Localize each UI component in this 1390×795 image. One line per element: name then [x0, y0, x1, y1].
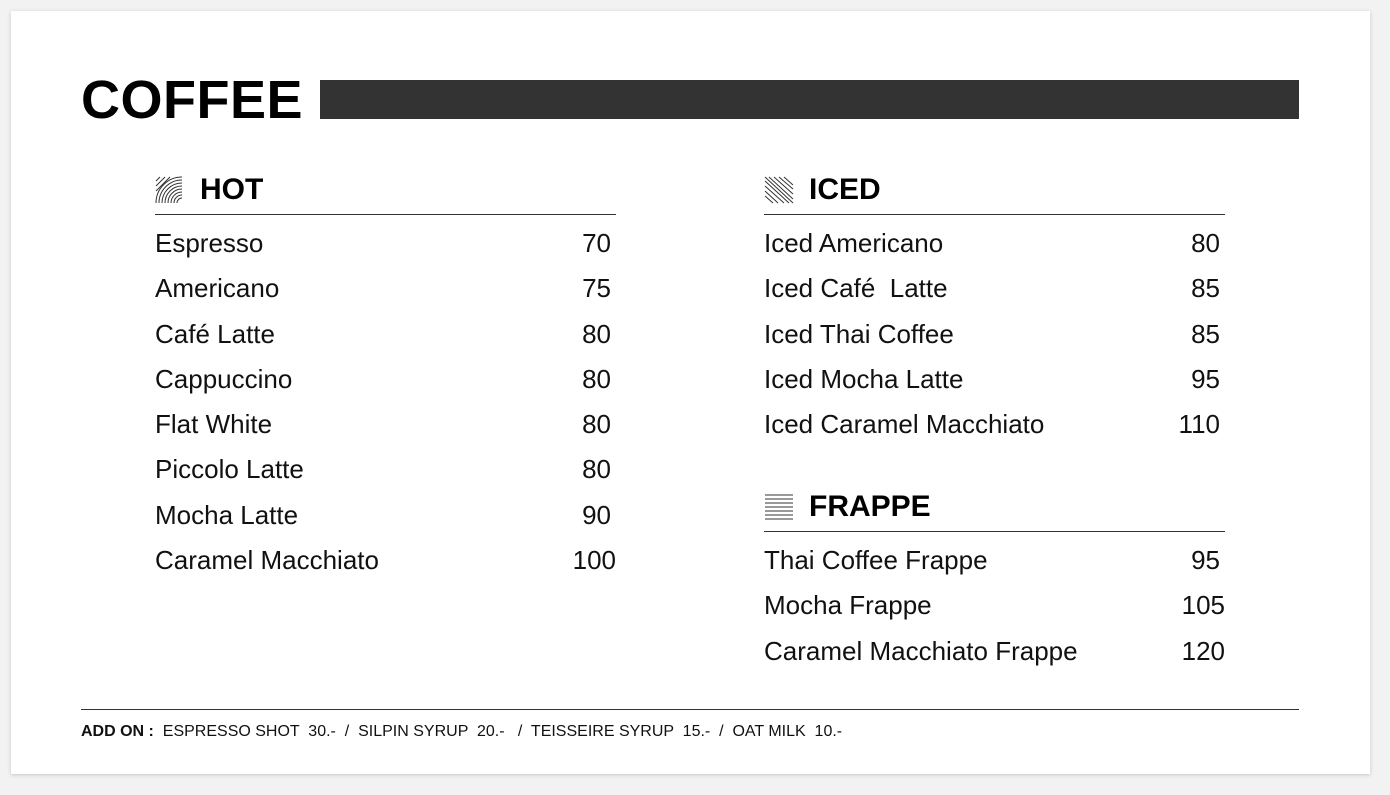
page-title: COFFEE — [81, 70, 304, 130]
item-list-iced — [764, 215, 1225, 441]
item-price: 80 — [582, 454, 611, 485]
item-price: 95 — [1191, 363, 1220, 394]
item-name: Iced Americano — [764, 228, 944, 258]
item-list-frappe — [764, 532, 1225, 668]
item-price: 120 — [1181, 635, 1225, 666]
item-list-hot — [155, 215, 616, 577]
section-header-iced — [764, 174, 1225, 215]
item-name: Iced Mocha Latte — [764, 363, 964, 394]
item-name: Caramel Macchiato Frappe — [764, 635, 1078, 666]
item-name: Thai Coffee Frappe — [764, 545, 988, 575]
item-name: Iced Café Latte — [764, 273, 948, 304]
footer-divider — [81, 709, 1299, 710]
menu-item — [155, 215, 616, 260]
item-price: 80 — [582, 363, 611, 394]
item-price: 70 — [582, 228, 611, 258]
section-title-iced: ICED — [809, 173, 881, 206]
item-price: 80 — [582, 318, 611, 349]
item-price: 85 — [1191, 273, 1220, 304]
item-price: 90 — [582, 499, 611, 530]
item-price: 80 — [582, 409, 611, 440]
menu-item — [764, 351, 1225, 396]
menu-item — [764, 396, 1225, 441]
item-name: Iced Thai Coffee — [764, 318, 954, 349]
section-header-frappe — [764, 491, 1225, 532]
item-name: Americano — [155, 273, 280, 304]
menu-item — [764, 577, 1225, 622]
item-price: 80 — [1191, 228, 1220, 258]
item-name: Mocha Latte — [155, 499, 299, 530]
item-name: Café Latte — [155, 318, 275, 349]
menu-item — [764, 260, 1225, 305]
add-on-label: ADD ON : — [81, 723, 154, 740]
item-name: Piccolo Latte — [155, 454, 304, 485]
item-name: Caramel Macchiato — [155, 545, 379, 576]
title-bar — [320, 80, 1299, 119]
menu-item — [155, 487, 616, 532]
item-name: Mocha Frappe — [764, 590, 932, 621]
section-header-hot — [155, 174, 616, 215]
add-on-footer — [81, 722, 842, 742]
item-price: 85 — [1191, 318, 1220, 349]
horizontal-lines-icon — [764, 493, 794, 521]
menu-item — [764, 532, 1225, 577]
section-iced — [764, 174, 1225, 441]
item-price: 95 — [1191, 545, 1220, 575]
item-price: 105 — [1181, 590, 1225, 621]
item-name: Cappuccino — [155, 363, 293, 394]
item-price: 110 — [1178, 409, 1220, 440]
menu-item — [155, 260, 616, 305]
menu-item — [764, 306, 1225, 351]
item-name: Espresso — [155, 228, 264, 258]
menu-item — [764, 623, 1225, 668]
menu-item — [155, 532, 616, 577]
section-title-frappe: FRAPPE — [809, 490, 931, 523]
menu-item — [764, 215, 1225, 260]
diagonal-lines-icon — [764, 176, 794, 204]
item-name: Flat White — [155, 409, 273, 440]
menu-item — [155, 441, 616, 486]
section-hot — [155, 174, 616, 577]
item-price: 100 — [572, 545, 616, 576]
section-frappe — [764, 491, 1225, 668]
menu-item — [155, 351, 616, 396]
arc-lines-icon — [155, 176, 185, 204]
add-on-list: ESPRESSO SHOT 30.- / SILPIN SYRUP 20.- / TEISSEIRE SYRUP 15.- / OAT MILK 10.- — [153, 723, 843, 740]
menu-item — [155, 396, 616, 441]
section-title-hot: HOT — [200, 173, 264, 206]
item-price: 75 — [582, 273, 611, 304]
menu-item — [155, 306, 616, 351]
item-name: Iced Caramel Macchiato — [764, 409, 1045, 440]
